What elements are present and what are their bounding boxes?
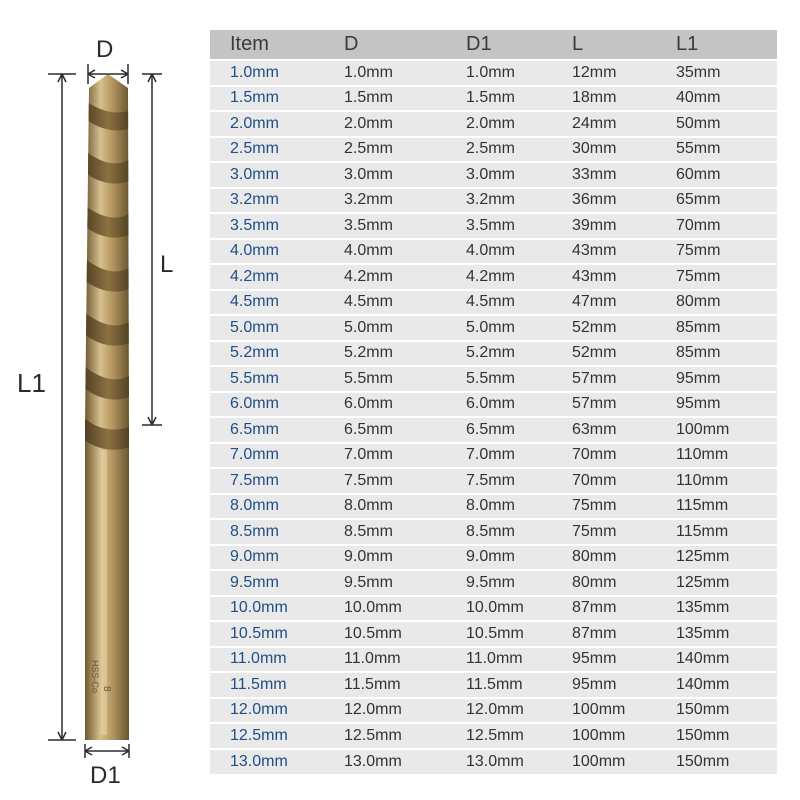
cell-l: 70mm [570, 443, 672, 469]
cell-l1: 50mm [672, 111, 777, 137]
cell-d: 12.5mm [340, 723, 460, 749]
header-l: L [570, 30, 672, 60]
cell-l: 87mm [570, 621, 672, 647]
cell-l1: 65mm [672, 188, 777, 214]
cell-item: 1.5mm [210, 86, 340, 112]
cell-item: 12.5mm [210, 723, 340, 749]
cell-l1: 110mm [672, 443, 777, 469]
cell-l: 12mm [570, 60, 672, 86]
cell-l1: 70mm [672, 213, 777, 239]
cell-d: 3.2mm [340, 188, 460, 214]
cell-l: 24mm [570, 111, 672, 137]
cell-item: 2.5mm [210, 137, 340, 163]
cell-item: 1.0mm [210, 60, 340, 86]
table-row [210, 264, 777, 290]
cell-l1: 40mm [672, 86, 777, 112]
cell-l: 43mm [570, 239, 672, 265]
cell-item: 9.5mm [210, 570, 340, 596]
table-row [210, 672, 777, 698]
dimension-d1 [85, 744, 129, 758]
table-row [210, 519, 777, 545]
cell-d1: 11.0mm [460, 647, 570, 673]
cell-l: 70mm [570, 468, 672, 494]
cell-d1: 6.0mm [460, 392, 570, 418]
cell-d: 11.0mm [340, 647, 460, 673]
cell-d: 2.5mm [340, 137, 460, 163]
cell-l1: 125mm [672, 570, 777, 596]
cell-l: 100mm [570, 698, 672, 724]
cell-d1: 9.5mm [460, 570, 570, 596]
table-row [210, 239, 777, 265]
table-row [210, 341, 777, 367]
cell-d1: 4.2mm [460, 264, 570, 290]
cell-l1: 35mm [672, 60, 777, 86]
cell-item: 7.0mm [210, 443, 340, 469]
table-row [210, 468, 777, 494]
cell-item: 11.0mm [210, 647, 340, 673]
cell-d1: 3.2mm [460, 188, 570, 214]
cell-l: 30mm [570, 137, 672, 163]
cell-d: 7.0mm [340, 443, 460, 469]
cell-l1: 95mm [672, 392, 777, 418]
table-row [210, 443, 777, 469]
cell-item: 8.0mm [210, 494, 340, 520]
cell-l1: 55mm [672, 137, 777, 163]
cell-d: 3.5mm [340, 213, 460, 239]
cell-d1: 6.5mm [460, 417, 570, 443]
cell-l: 36mm [570, 188, 672, 214]
cell-d: 6.5mm [340, 417, 460, 443]
cell-d1: 5.5mm [460, 366, 570, 392]
table-row [210, 366, 777, 392]
cell-l1: 100mm [672, 417, 777, 443]
cell-item: 3.5mm [210, 213, 340, 239]
cell-l1: 115mm [672, 519, 777, 545]
cell-l: 95mm [570, 647, 672, 673]
cell-l1: 115mm [672, 494, 777, 520]
cell-d: 9.5mm [340, 570, 460, 596]
cell-l: 33mm [570, 162, 672, 188]
cell-d1: 7.5mm [460, 468, 570, 494]
cell-l1: 135mm [672, 596, 777, 622]
table-row [210, 188, 777, 214]
table-row [210, 545, 777, 571]
cell-d: 12.0mm [340, 698, 460, 724]
cell-l: 63mm [570, 417, 672, 443]
cell-d: 10.0mm [340, 596, 460, 622]
cell-d1: 4.0mm [460, 239, 570, 265]
cell-l1: 85mm [672, 315, 777, 341]
cell-d1: 13.0mm [460, 749, 570, 775]
cell-item: 2.0mm [210, 111, 340, 137]
cell-item: 5.0mm [210, 315, 340, 341]
cell-l: 95mm [570, 672, 672, 698]
cell-d: 6.0mm [340, 392, 460, 418]
cell-d1: 9.0mm [460, 545, 570, 571]
cell-l1: 95mm [672, 366, 777, 392]
cell-d1: 3.0mm [460, 162, 570, 188]
shank-marking: HSS-Co [90, 660, 100, 694]
cell-l: 18mm [570, 86, 672, 112]
cell-l1: 140mm [672, 672, 777, 698]
table-row [210, 494, 777, 520]
cell-l1: 150mm [672, 723, 777, 749]
table-row [210, 417, 777, 443]
table-row [210, 596, 777, 622]
label-d: D [96, 36, 114, 63]
cell-item: 3.2mm [210, 188, 340, 214]
cell-d1: 10.5mm [460, 621, 570, 647]
cell-item: 8.5mm [210, 519, 340, 545]
cell-item: 4.0mm [210, 239, 340, 265]
cell-item: 10.0mm [210, 596, 340, 622]
cell-item: 4.2mm [210, 264, 340, 290]
table-row [210, 60, 777, 86]
cell-d: 4.5mm [340, 290, 460, 316]
table-row [210, 137, 777, 163]
cell-d: 13.0mm [340, 749, 460, 775]
table-row [210, 570, 777, 596]
cell-d: 5.2mm [340, 341, 460, 367]
cell-d: 10.5mm [340, 621, 460, 647]
cell-item: 13.0mm [210, 749, 340, 775]
cell-d1: 8.5mm [460, 519, 570, 545]
drill-bit [84, 74, 132, 740]
cell-l1: 140mm [672, 647, 777, 673]
cell-d1: 8.0mm [460, 494, 570, 520]
cell-item: 12.0mm [210, 698, 340, 724]
table-row [210, 290, 777, 316]
table-row [210, 723, 777, 749]
cell-d: 8.5mm [340, 519, 460, 545]
dimension-l1 [48, 74, 76, 740]
cell-l1: 75mm [672, 264, 777, 290]
cell-d1: 11.5mm [460, 672, 570, 698]
cell-d1: 7.0mm [460, 443, 570, 469]
cell-l: 57mm [570, 392, 672, 418]
cell-l: 52mm [570, 341, 672, 367]
table-row [210, 315, 777, 341]
cell-l: 39mm [570, 213, 672, 239]
cell-d: 3.0mm [340, 162, 460, 188]
cell-d1: 2.0mm [460, 111, 570, 137]
header-d: D [340, 30, 460, 60]
table-row [210, 698, 777, 724]
cell-l1: 150mm [672, 698, 777, 724]
shank-size-marking: 8 [101, 686, 112, 692]
cell-l: 75mm [570, 519, 672, 545]
cell-l1: 125mm [672, 545, 777, 571]
cell-item: 10.5mm [210, 621, 340, 647]
cell-l: 57mm [570, 366, 672, 392]
header-d1: D1 [460, 30, 570, 60]
cell-d1: 12.0mm [460, 698, 570, 724]
cell-item: 6.5mm [210, 417, 340, 443]
cell-l1: 110mm [672, 468, 777, 494]
cell-d: 1.5mm [340, 86, 460, 112]
cell-l: 47mm [570, 290, 672, 316]
cell-l1: 85mm [672, 341, 777, 367]
cell-d1: 2.5mm [460, 137, 570, 163]
cell-d: 5.5mm [340, 366, 460, 392]
cell-item: 5.2mm [210, 341, 340, 367]
cell-d: 9.0mm [340, 545, 460, 571]
cell-d: 4.2mm [340, 264, 460, 290]
cell-item: 5.5mm [210, 366, 340, 392]
cell-d: 11.5mm [340, 672, 460, 698]
cell-l: 75mm [570, 494, 672, 520]
cell-l1: 60mm [672, 162, 777, 188]
header-item: Item [210, 30, 340, 60]
cell-d1: 12.5mm [460, 723, 570, 749]
cell-d: 2.0mm [340, 111, 460, 137]
cell-d: 1.0mm [340, 60, 460, 86]
table-row [210, 749, 777, 775]
cell-l1: 80mm [672, 290, 777, 316]
cell-l: 43mm [570, 264, 672, 290]
cell-item: 4.5mm [210, 290, 340, 316]
table-row [210, 392, 777, 418]
label-l: L [160, 251, 174, 278]
header-l1: L1 [672, 30, 777, 60]
cell-d1: 10.0mm [460, 596, 570, 622]
label-l1: L1 [17, 368, 46, 398]
cell-item: 6.0mm [210, 392, 340, 418]
cell-d: 7.5mm [340, 468, 460, 494]
table-row [210, 86, 777, 112]
table-row [210, 111, 777, 137]
cell-d1: 5.0mm [460, 315, 570, 341]
cell-d1: 1.0mm [460, 60, 570, 86]
cell-d1: 3.5mm [460, 213, 570, 239]
table-header-row [210, 30, 777, 60]
shank-highlight [101, 450, 107, 735]
cell-item: 7.5mm [210, 468, 340, 494]
cell-l1: 150mm [672, 749, 777, 775]
table-row [210, 621, 777, 647]
cell-item: 9.0mm [210, 545, 340, 571]
cell-item: 11.5mm [210, 672, 340, 698]
table-row [210, 162, 777, 188]
cell-d: 5.0mm [340, 315, 460, 341]
cell-l: 80mm [570, 570, 672, 596]
spec-table [210, 30, 777, 774]
cell-d1: 1.5mm [460, 86, 570, 112]
cell-l: 100mm [570, 749, 672, 775]
cell-d: 8.0mm [340, 494, 460, 520]
cell-l: 87mm [570, 596, 672, 622]
cell-d1: 4.5mm [460, 290, 570, 316]
cell-d: 4.0mm [340, 239, 460, 265]
cell-l: 52mm [570, 315, 672, 341]
drill-bit-figure [0, 0, 200, 800]
label-d1: D1 [90, 762, 121, 789]
cell-d1: 5.2mm [460, 341, 570, 367]
cell-item: 3.0mm [210, 162, 340, 188]
table-row [210, 647, 777, 673]
cell-l1: 75mm [672, 239, 777, 265]
dimension-l [142, 74, 162, 425]
cell-l1: 135mm [672, 621, 777, 647]
table-row [210, 213, 777, 239]
cell-l: 80mm [570, 545, 672, 571]
cell-l: 100mm [570, 723, 672, 749]
